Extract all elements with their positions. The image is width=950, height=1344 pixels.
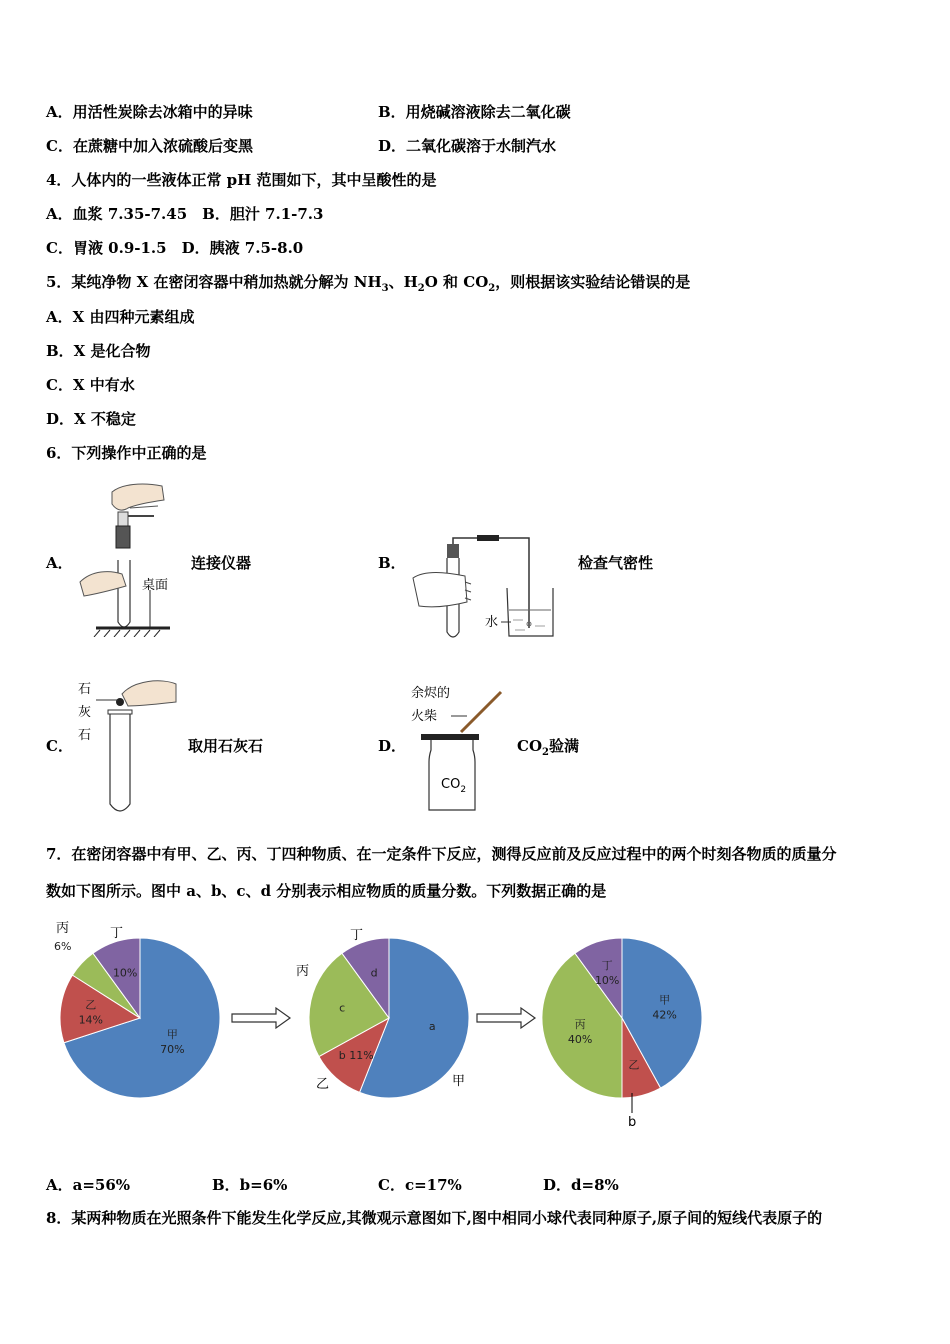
bottle-co2-label: $CO_2$ (441, 777, 467, 795)
q4-stem: 4．人体内的一些液体正常 pH 范围如下，其中呈酸性的是 (46, 171, 437, 189)
q6-a-letter: A． (46, 554, 73, 572)
pie0-label-ding: 丁 (110, 926, 124, 941)
pie2-slice-0-label-0: 甲 (659, 993, 671, 1007)
pie0-label-bing-pct: 6% (54, 940, 72, 953)
q7-option-d: D．d=8% (543, 1176, 619, 1194)
pie2-slice-3-label-0: 丁 (601, 958, 613, 972)
q4-options-line1: A．血浆 7.35-7.45 B．胆汁 7.1-7.3 (46, 205, 324, 223)
limestone-char-3: 石 (78, 728, 92, 743)
q8-stem: 8．某两种物质在光照条件下能发生化学反应,其微观示意图如下,图中相同小球代表同种原子,原子间的短线代表原子的 (46, 1209, 823, 1227)
pie1-slice-2-label-0: c (339, 1001, 346, 1015)
q3-option-c: C．在蔗糖中加入浓硫酸后变黑 (46, 137, 253, 155)
water-label: 水 (485, 615, 499, 630)
q6-b-caption: 检查气密性 (578, 554, 654, 572)
match-label-1: 余烬的 (411, 686, 451, 701)
q7-option-c: C．c=17% (378, 1176, 462, 1194)
pie0-slice-1-label-0: 乙 (85, 998, 97, 1012)
arrow-1 (232, 1008, 290, 1028)
pie2-slice-1-name: 乙 (628, 1058, 640, 1072)
arrow-2 (477, 1008, 535, 1028)
pie0-slice-1-label-1: 14% (78, 1013, 104, 1027)
pie1-label-ding: 丁 (350, 928, 364, 943)
q5-option-a: A．X 由四种元素组成 (46, 308, 195, 326)
pie-chart-after (542, 938, 702, 1098)
co2-test-figure (405, 680, 510, 820)
pie0-label-bing: 丙 (56, 921, 70, 936)
airtightness-figure (405, 532, 555, 642)
q7-option-a: A．a=56% (46, 1176, 131, 1194)
pie2-pointer-b: b (628, 1115, 637, 1130)
q3-option-d: D．二氧化碳溶于水制汽水 (378, 137, 557, 155)
q5-option-c: C．X 中有水 (46, 376, 135, 394)
pie1-slice-1-label-0: b 11% (338, 1049, 374, 1063)
pie1-slice-0-label-0: a (428, 1020, 436, 1034)
pie-chart-before (60, 938, 220, 1098)
q6-c-caption: 取用石灰石 (188, 737, 264, 755)
q6-stem: 6．下列操作中正确的是 (46, 444, 207, 462)
pie1-label-yi: 乙 (316, 1077, 330, 1092)
pie0-slice-3-label-0: 10% (112, 966, 138, 980)
limestone-char-2: 灰 (78, 705, 92, 720)
pie2-slice-2-label-0: 丙 (574, 1018, 586, 1032)
q7-option-b: B．b=6% (212, 1176, 288, 1194)
pie1-label-bing: 丙 (296, 964, 310, 979)
pie-chart-during (309, 938, 469, 1098)
match-label-2: 火柴 (411, 709, 438, 724)
q5-option-b: B．X 是化合物 (46, 342, 151, 360)
pie-charts (40, 915, 720, 1135)
q6-d-letter: D． (378, 737, 407, 755)
pie2-slice-3-label-1: 10% (594, 973, 620, 987)
pie2-slice-0-label-1: 42% (652, 1008, 677, 1022)
limestone-figure (72, 676, 184, 818)
q7-stem-line2: 数如下图所示。图中 a、b、c、d 分别表示相应物质的质量分数。下列数据正确的是 (46, 882, 607, 900)
connect-apparatus-figure (72, 482, 182, 637)
pie2-slice-2-label-1: 40% (567, 1033, 593, 1047)
q3-option-b: B．用烧碱溶液除去二氧化碳 (378, 103, 571, 121)
q4-options-line2: C．胃液 0.9-1.5 D．胰液 7.5-8.0 (46, 239, 304, 257)
q7-stem-line1: 7．在密闭容器中有甲、乙、丙、丁四种物质、在一定条件下反应，测得反应前及反应过程中的两个时刻各物质的质量分 (46, 845, 837, 863)
q6-c-letter: C． (46, 737, 73, 755)
table-surface-label: 桌面 (142, 578, 169, 593)
q5-option-d: D．X 不稳定 (46, 410, 136, 428)
pie1-slice-3-label-0: d (370, 966, 378, 980)
q5-stem: 5．某纯净物 X 在密闭容器中稍加热就分解为 $NH_3$、$H_2O$ 和 $CO_2$，则根据该实验结论错误的是 (46, 273, 691, 294)
pie0-slice-0-label-1: 70% (160, 1043, 185, 1057)
q3-option-a: A．用活性炭除去冰箱中的异味 (46, 103, 253, 121)
q6-a-caption: 连接仪器 (191, 554, 252, 572)
pie0-slice-0-label-0: 甲 (166, 1028, 178, 1042)
q6-b-letter: B． (378, 554, 406, 572)
limestone-char-1: 石 (78, 682, 92, 697)
pie1-label-jia: 甲 (452, 1074, 466, 1089)
q6-d-caption: $CO_2$验满 (517, 737, 579, 758)
